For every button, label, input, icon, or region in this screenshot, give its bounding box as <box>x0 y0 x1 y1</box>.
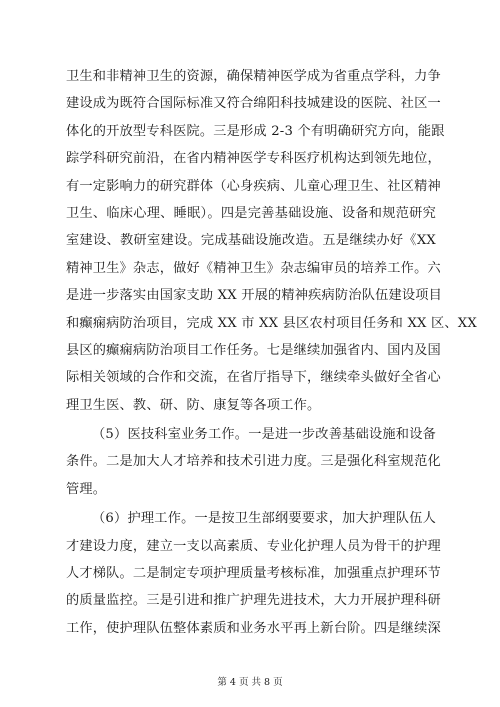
document-body <box>66 63 477 642</box>
paragraph-line: （5）医技科室业务工作。一是进一步改善基础设施和设备 <box>92 427 436 443</box>
paragraph-line: 条件。二是加大人才培养和技术引进力度。三是强化科室规范化 <box>66 454 441 470</box>
paragraph-line: 理卫生医、教、研、防、康复等各项工作。 <box>66 397 321 413</box>
paragraph-line: 人才梯队。二是制定专项护理质量考核标准，加强重点护理环节 <box>66 566 441 582</box>
paragraph-line: 室建设、教研室建设。完成基础设施改造。五是继续办好《XX <box>66 233 436 249</box>
paragraph-line: 踪学科研究前沿，在省内精神医学专科医疗机构达到领先地位， <box>66 151 441 167</box>
paragraph-1 <box>66 63 477 419</box>
paragraph-line: （6）护理工作。一是按卫生部纲要要求，加大护理队伍人 <box>92 511 436 527</box>
paragraph-line: 和癫痫病防治项目，完成 XX 市 XX 县区农村项目任务和 XX 区、XX <box>66 315 477 331</box>
paragraph-2 <box>66 421 441 503</box>
paragraph-line: 是进一步落实由国家支助 XX 开展的精神疾病防治队伍建设项目 <box>66 288 443 304</box>
paragraph-line: 卫生和非精神卫生的资源，确保精神医学成为省重点学科，力争 <box>66 69 441 84</box>
paragraph-line: 有一定影响力的研究群体（心身疾病、儿童心理卫生、社区精神 <box>66 178 441 194</box>
paragraph-line: 的质量监控。三是引进和推广护理先进技术，大力开展护理科研 <box>66 593 441 609</box>
paragraph-line: 县区的癫痫病防治项目工作任务。七是继续加强省内、国内及国 <box>66 342 441 358</box>
paragraph-line: 际相关领域的合作和交流，在省厅指导下，继续牵头做好全省心 <box>66 370 441 386</box>
paragraph-line: 精神卫生》杂志，做好《精神卫生》杂志编审员的培养工作。六 <box>66 260 441 276</box>
paragraph-line: 建设成为既符合国际标准又符合绵阳科技城建设的医院、社区一 <box>66 96 441 112</box>
paragraph-3 <box>66 505 441 642</box>
page-footer: 第 4 页 共 8 页 <box>217 677 283 688</box>
paragraph-line: 卫生、临床心理、睡眠）。四是完善基础设施、设备和规范研究 <box>66 205 436 221</box>
paragraph-line: 工作，使护理队伍整体素质和业务水平再上新台阶。四是继续深 <box>66 620 441 636</box>
paragraph-line: 管理。 <box>66 481 107 497</box>
paragraph-line: 才建设力度，建立一支以高素质、专业化护理人员为骨干的护理 <box>66 538 441 554</box>
paragraph-line: 体化的开放型专科医院。三是形成 2-3 个有明确研究方向，能跟 <box>66 123 445 139</box>
